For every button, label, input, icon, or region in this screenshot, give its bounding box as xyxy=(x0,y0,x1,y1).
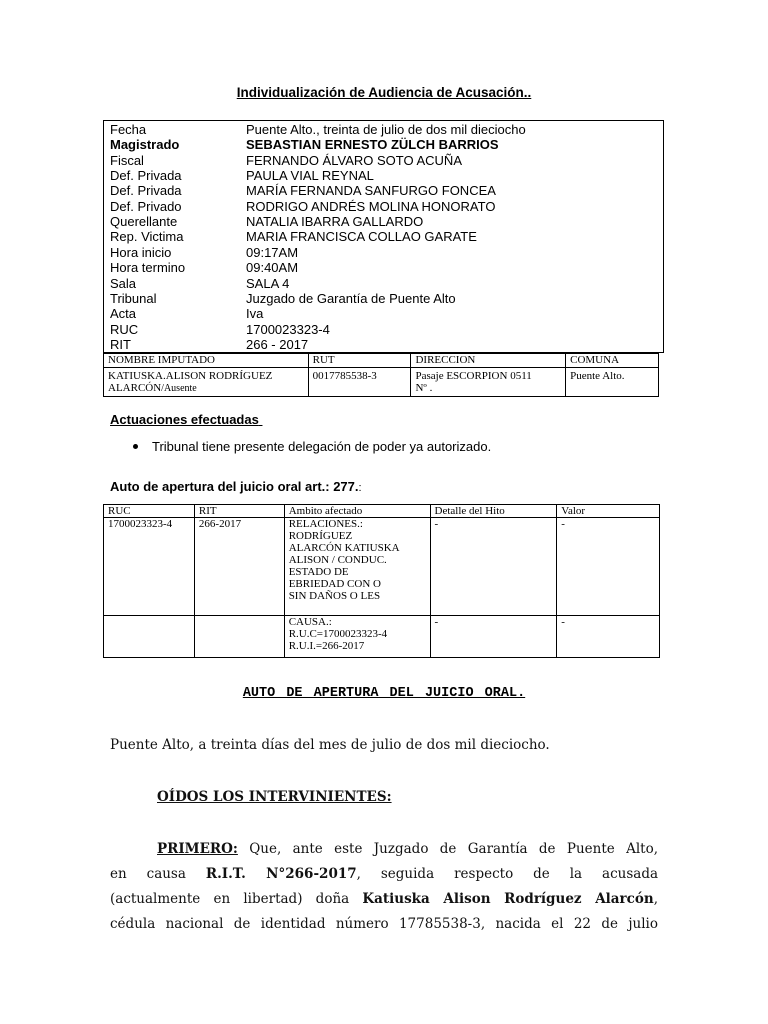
auto-row-1-ruc: 1700023323-4 xyxy=(104,518,195,616)
info-row-label: Hora inicio xyxy=(110,244,172,260)
info-row-label: Rep. Victima xyxy=(110,229,184,245)
info-row-value: 1700023323-4 xyxy=(246,321,330,337)
primero-line2-a: en causa xyxy=(110,866,206,882)
info-row-label: Querellante xyxy=(110,214,178,230)
primero-rit: R.I.T. N°266-2017 xyxy=(205,866,357,882)
auto-row-1 xyxy=(104,518,660,616)
auto-row-2-rit xyxy=(194,616,284,658)
primero-line-4 xyxy=(110,916,658,932)
info-row-label: Tribunal xyxy=(110,290,157,306)
ambito-line: ALARCÓN KATIUSKA xyxy=(288,542,400,554)
ambito-line: SIN DAÑOS O LES xyxy=(288,590,381,602)
info-row-label: Magistrado xyxy=(110,137,180,153)
auto-row-2-ruc xyxy=(104,616,195,658)
auto-header-valor: Valor xyxy=(557,505,660,518)
info-row-label: Def. Privada xyxy=(110,183,182,199)
auto-apertura-title: AUTO DE APERTURA DEL JUICIO ORAL. xyxy=(242,686,526,701)
imputado-name-cell xyxy=(104,368,309,397)
imputado-name-line1: KATIUSKA.ALISON RODRÍGUEZ xyxy=(108,370,273,382)
imputado-direccion-cell xyxy=(411,368,566,397)
info-row-label: RUC xyxy=(110,321,139,337)
info-row-value: MARÍA FERNANDA SANFURGO FONCEA xyxy=(246,183,496,199)
imputado-header-rut: RUT xyxy=(308,354,411,368)
info-row-value: RODRIGO ANDRÉS MOLINA HONORATO xyxy=(246,198,496,214)
info-row-value: Juzgado de Garantía de Puente Alto xyxy=(246,290,456,306)
info-row-value: Puente Alto., treinta de julio de dos mil dieciocho xyxy=(246,122,526,137)
document-title: Individualización de Audiencia de Acusación.. xyxy=(236,85,532,100)
info-row-value: NATALIA IBARRA GALLARDO xyxy=(246,214,424,230)
primero-accused-name: Katiuska Alison Rodríguez Alarcón xyxy=(362,891,654,907)
info-row-label: Def. Privada xyxy=(110,168,182,184)
ambito-line: CAUSA.: xyxy=(288,616,332,628)
primero-line1-text: Que, ante este Juzgado de Garantía de Puente Alto, xyxy=(237,841,658,857)
auto-header-ruc: RUC xyxy=(104,505,195,518)
auto-apertura-heading-text: Auto de apertura del juicio oral art.: 277. xyxy=(110,479,359,494)
info-row-label: Hora termino xyxy=(110,260,186,276)
primero-line-3 xyxy=(110,891,658,907)
actuaciones-item xyxy=(133,439,491,454)
imputado-name-line2 xyxy=(108,382,304,395)
primero-line2-b: , seguida respecto de la acusada xyxy=(356,866,659,882)
ambito-line: RODRÍGUEZ xyxy=(288,530,353,542)
auto-row-1-detalle: - xyxy=(430,518,557,616)
info-row-value: SEBASTIAN ERNESTO ZÜLCH BARRIOS xyxy=(246,137,499,153)
info-row-value: FERNANDO ÁLVARO SOTO ACUÑA xyxy=(246,152,462,168)
auto-header-ambito: Ambito afectado xyxy=(284,505,430,518)
auto-row-2-valor: - xyxy=(557,616,660,658)
imputado-direccion-line2: Nº . xyxy=(415,382,433,394)
auto-row-1-valor: - xyxy=(557,518,660,616)
imputado-header-comuna: COMUNA xyxy=(566,354,659,368)
auto-header-rit: RIT xyxy=(194,505,284,518)
auto-apertura-table xyxy=(103,504,660,658)
imputado-status: /Ausente xyxy=(161,383,197,394)
auto-header-row xyxy=(104,505,660,518)
auto-apertura-heading xyxy=(110,479,362,494)
imputado-direccion-line1: Pasaje ESCORPION 0511 xyxy=(415,370,532,382)
bullet-icon xyxy=(133,444,138,449)
info-row-value: 266 - 2017 xyxy=(246,336,309,352)
info-row-value: MARIA FRANCISCA COLLAO GARATE xyxy=(246,229,477,245)
info-row-label: RIT xyxy=(110,336,131,352)
ambito-line: ALISON / CONDUC. xyxy=(288,554,387,566)
auto-row-2 xyxy=(104,616,660,658)
oidos-heading: OÍDOS LOS INTERVINIENTES: xyxy=(157,789,392,805)
imputado-header-row xyxy=(104,354,659,368)
primero-line3-b: , xyxy=(653,891,658,907)
audience-info-box xyxy=(103,120,664,353)
primero-label: PRIMERO: xyxy=(157,841,238,857)
imputado-comuna-cell: Puente Alto. xyxy=(566,368,659,397)
auto-apertura-heading-suffix: : xyxy=(358,482,362,494)
imputado-table xyxy=(103,353,659,397)
auto-row-2-detalle: - xyxy=(430,616,557,658)
info-row-label: Def. Privado xyxy=(110,198,182,214)
ambito-line: R.U.C=1700023323-4 xyxy=(288,628,388,640)
auto-row-1-rit: 266-2017 xyxy=(194,518,284,616)
info-row-value: 09:40AM xyxy=(246,260,299,276)
imputado-header-direccion: DIRECCION xyxy=(411,354,566,368)
primero-line3-a: (actualmente en libertad) doña xyxy=(110,891,363,907)
imputado-header-name: NOMBRE IMPUTADO xyxy=(104,354,309,368)
ambito-line: RELACIONES.: xyxy=(288,518,363,530)
date-line: Puente Alto, a treinta días del mes de julio de dos mil dieciocho. xyxy=(110,737,550,753)
actuaciones-item-text: Tribunal tiene presente delegación de poder ya autorizado. xyxy=(152,439,492,454)
primero-line-2 xyxy=(110,866,658,882)
auto-row-1-ambito xyxy=(284,518,430,616)
imputado-name-surname: ALARCÓN xyxy=(108,382,162,394)
actuaciones-heading-text: Actuaciones efectuadas xyxy=(110,412,259,427)
info-row-label: Fecha xyxy=(110,122,147,137)
info-row-value: PAULA VIAL REYNAL xyxy=(246,168,374,184)
auto-row-2-ambito xyxy=(284,616,430,658)
info-row-label: Fiscal xyxy=(110,152,144,168)
imputado-row xyxy=(104,368,659,397)
ambito-line: EBRIEDAD CON O xyxy=(288,578,381,590)
auto-header-detalle: Detalle del Hito xyxy=(430,505,557,518)
imputado-rut-cell: 0017785538-3 xyxy=(308,368,411,397)
primero-line4-text: cédula nacional de identidad número 17785538-3, nacida el 22 de julio xyxy=(110,916,658,932)
info-row-label: Acta xyxy=(110,306,137,322)
info-row-value: 09:17AM xyxy=(246,244,299,260)
info-row-label: Sala xyxy=(110,275,137,291)
ambito-line: ESTADO DE xyxy=(288,566,349,578)
ambito-line: R.U.I.=266-2017 xyxy=(288,640,365,652)
primero-line-1 xyxy=(157,841,658,857)
info-row-value: SALA 4 xyxy=(246,275,290,291)
info-row-value: Iva xyxy=(246,306,264,322)
actuaciones-heading xyxy=(110,412,262,427)
